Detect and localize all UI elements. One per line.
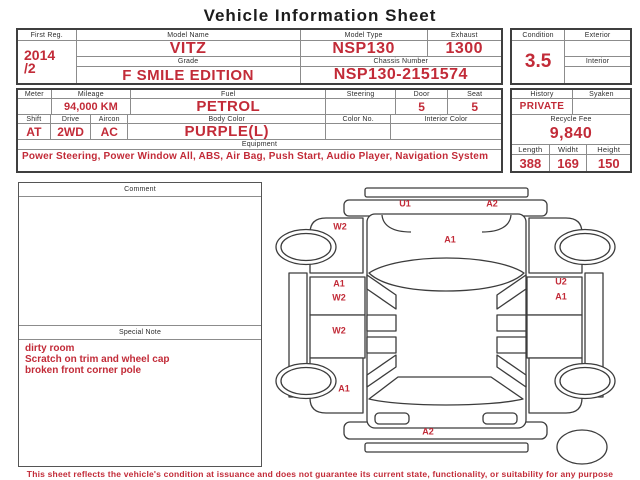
width-value: 169 [550, 155, 588, 171]
dimensions-row [512, 145, 630, 171]
interior-value [565, 67, 630, 83]
seat-label: Seat [448, 90, 501, 99]
meter-value [18, 99, 52, 115]
fuel-label: Fuel [131, 90, 326, 99]
steering-label: Steering [326, 90, 395, 99]
equipment-value: Power Steering, Power Window All, ABS, Air Bag, Push Start, Audio Player, Navigation System [22, 151, 489, 162]
spare-tire [557, 430, 607, 464]
rear-bottom-bar [365, 443, 528, 452]
interior-color-value [391, 124, 501, 140]
body-color-value: PURPLE(L) [128, 124, 326, 140]
condition-table [510, 28, 632, 85]
equipment-label: Equipment [18, 140, 501, 150]
condition-score: 3.5 [512, 41, 565, 83]
damage-code-label: W2 [332, 325, 346, 336]
door-value: 5 [396, 99, 449, 115]
syaken-value [573, 99, 630, 115]
chassis-number-label: Chassis Number [301, 57, 501, 67]
front-left-wheel [276, 230, 336, 265]
first-reg-label: First Reg. [18, 30, 77, 41]
exhaust-label: Exhaust [428, 30, 501, 41]
steering-value [326, 99, 395, 115]
damage-code-label: A1 [555, 291, 567, 302]
damage-code-label: U1 [399, 198, 411, 209]
damage-code-label: A2 [486, 198, 498, 209]
model-name-label: Model Name [77, 30, 301, 41]
damage-code-label: A1 [444, 234, 456, 245]
first-reg-value [18, 41, 77, 83]
page-title: Vehicle Information Sheet [203, 6, 437, 25]
disclaimer-text: This sheet reflects the vehicle's condition at issuance and does not guarantee its current state, functionality, or suitability for any purpose [26, 469, 614, 479]
door-label: Door [396, 90, 449, 99]
rear-right-wheel [555, 364, 615, 399]
history-label: History [512, 90, 573, 99]
specs-row-bottom [18, 115, 501, 140]
damage-code-label: W2 [332, 292, 346, 303]
color-no-label: Color No. [326, 115, 390, 124]
history-value: PRIVATE [512, 99, 573, 115]
exhaust-value: 1300 [428, 41, 501, 57]
chassis-number-value: NSP130-2151574 [333, 67, 468, 83]
history-row [512, 90, 630, 115]
model-type-label: Model Type [301, 30, 428, 41]
left-tail-light [375, 413, 409, 424]
car-damage-diagram [270, 185, 622, 470]
syaken-label: Syaken [573, 90, 630, 99]
grade-value: F SMILE EDITION [77, 67, 301, 83]
left-quarter-window [367, 337, 396, 353]
special-note-header: Special Note [19, 325, 261, 340]
damage-code-label: A1 [333, 278, 345, 289]
right-tail-light [483, 413, 517, 424]
shift-label: Shift [18, 115, 51, 124]
special-note-line: Scratch on trim and wheel cap [25, 354, 170, 365]
interior-color-label: Interior Color [391, 115, 501, 124]
condition-label: Condition [512, 30, 565, 41]
right-rear-door [527, 315, 582, 358]
width-label: Widht [550, 145, 588, 155]
model-name-value: VITZ [77, 41, 301, 57]
specs-row-top [18, 90, 501, 115]
exterior-label: Exterior [565, 30, 630, 41]
damage-code-label: U2 [555, 276, 567, 287]
damage-code-label: A2 [422, 426, 434, 437]
mileage-label: Mileage [52, 90, 131, 99]
interior-label: Interior [565, 57, 630, 67]
drive-label: Drive [51, 115, 92, 124]
history-table [510, 88, 632, 173]
recycle-fee-label: Recycle Fee [550, 115, 592, 123]
comment-panel [18, 182, 262, 467]
damage-code-label: A1 [338, 383, 350, 394]
model-type-value: NSP130 [301, 41, 428, 57]
first-reg-year: 2014 [24, 47, 56, 64]
right-quarter-window [497, 337, 526, 353]
specs-table [16, 88, 503, 173]
front-right-wheel [555, 230, 615, 265]
length-label: Length [512, 145, 550, 155]
recycle-fee-value: 9,840 [512, 123, 630, 145]
first-reg-month: /2 [24, 60, 36, 77]
right-rear-door-window [497, 315, 526, 331]
identity-table [16, 28, 503, 85]
mileage-value: 94,000 KM [52, 99, 131, 115]
drive-value: 2WD [51, 124, 92, 140]
special-note-line: dirty room [25, 343, 75, 354]
comment-body [19, 197, 261, 325]
height-label: Height [587, 145, 630, 155]
left-rear-door [310, 315, 365, 358]
rear-left-wheel [276, 364, 336, 399]
shift-value: AT [18, 124, 51, 140]
left-rear-door-window [367, 315, 396, 331]
color-no-value [326, 124, 390, 140]
aircon-label: Aircon [91, 115, 128, 124]
front-top-bar [365, 188, 528, 197]
damage-code-label: W2 [333, 221, 347, 232]
meter-label: Meter [18, 90, 52, 99]
special-note-line: broken front corner pole [25, 365, 142, 376]
aircon-value: AC [91, 124, 128, 140]
fuel-value: PETROL [131, 99, 326, 115]
comment-header: Comment [19, 183, 261, 197]
length-value: 388 [512, 155, 550, 171]
special-note-body [19, 340, 261, 466]
height-value: 150 [597, 155, 620, 171]
seat-value: 5 [448, 99, 501, 115]
body-color-label: Body Color [128, 115, 326, 124]
exterior-value [565, 41, 630, 57]
grade-label: Grade [77, 57, 301, 67]
